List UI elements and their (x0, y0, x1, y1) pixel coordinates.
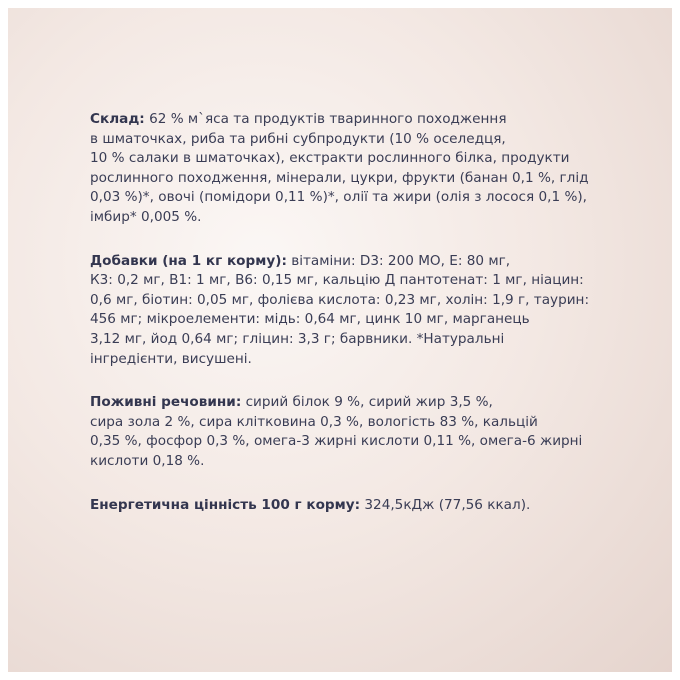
additives-label: Добавки (на 1 кг корму): (90, 252, 287, 269)
nutrients-section (90, 393, 610, 471)
nutrients-text: сирий білок 9 %, сирий жир 3,5 %, сира зола 2 %, сира клітковина 0,3 %, вологість 83 %, кальцій 0,35 %, фосфор 0,3 %, омега-3 жирні кислоти 0,11 %, омега-6 жирні кислоти 0,18 %. (90, 394, 583, 469)
energy-section (90, 496, 610, 516)
product-info-text (90, 110, 610, 539)
energy-label: Енергетична цінність 100 г корму: (90, 496, 361, 513)
product-info-card (8, 8, 672, 672)
nutrients-label: Поживні речовини: (90, 394, 242, 411)
energy-text: 324,5кДж (77,56 ккал). (360, 496, 531, 513)
additives-section (90, 252, 610, 370)
additives-text: вітаміни: D3: 200 МО, Е: 80 мг, К3: 0,2 мг, В1: 1 мг, В6: 0,15 мг, кальцію Д пантотенат: 1 мг, ніацин: 0,6 мг, біотин: 0,05 мг, фолієва кислота: 0,23 мг, холін: 1,9 г, таурин: 456 мг; мікроелементи: мідь: 0,64 мг, цинк 10 мг, марганець 3,12 мг, йод 0,64 мг; гліцин: 3,3 г; барвники. *Натуральні інгредієнти, висушені. (90, 252, 590, 367)
composition-label: Склад: (90, 111, 145, 127)
composition-text: 62 % м`яса та продуктів тваринного походження в шматочках, риба та рибні субпродукти (10 % оселедця, 10 % салаки в шматочках), екстракти рослинного білка, продукти рослинного походження, мінерали, цукри, фрукти (банан 0,1 %, глід 0,03 %)*, овочі (помідори 0,11 %)*, олії та жири (олія з лосося 0,1 %), імбир* 0,005 %. (90, 111, 589, 225)
composition-section (90, 110, 610, 228)
